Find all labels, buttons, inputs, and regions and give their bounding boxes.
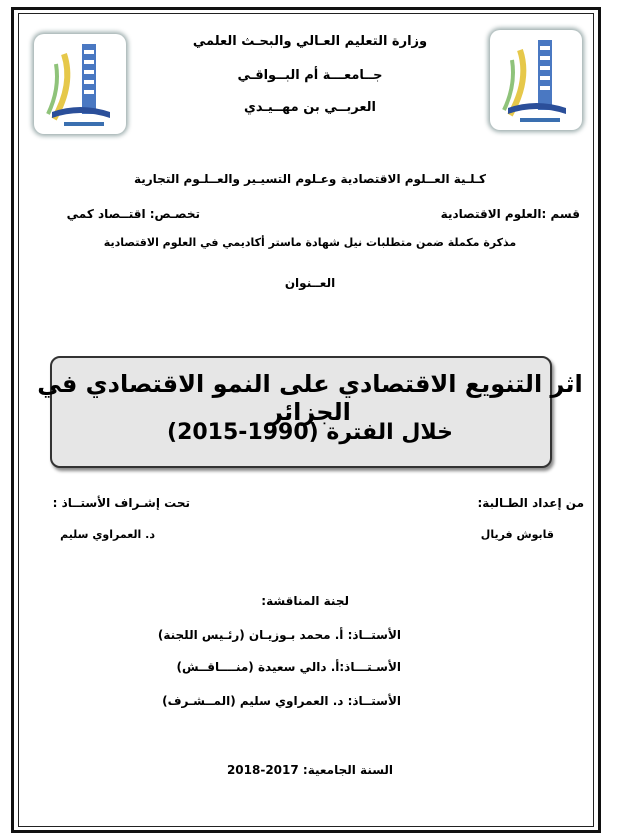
supervisor-label: تحت إشـراف الأستــاذ : bbox=[52, 496, 190, 510]
committee-member: الأستــاذ: د. العمراوي سليم (المــشـرف) bbox=[162, 694, 401, 708]
committee-member: الأستــاذ: أ. محمد بـوزيـان (رئـيس اللجنة) bbox=[157, 628, 401, 642]
faculty-name: كـلـية العــلوم الاقتصادية وعـلوم التسيـير والعــلـوم التجارية bbox=[133, 172, 486, 186]
memo-description: مذكرة مكملة ضمن متطلبات نيل شهادة ماستر أكاديمي في العلوم الاقتصادية bbox=[103, 236, 517, 249]
thesis-title-line1: اثر التنويع الاقتصادي على النمو الاقتصادي في الجزائر bbox=[37, 370, 583, 426]
prepared-by-label: من إعداد الطـالبة: bbox=[477, 496, 584, 510]
academic-year: السنة الجامعية: 2017-2018 bbox=[226, 763, 394, 777]
student-name: قابوش فريال bbox=[480, 528, 554, 541]
university-logo-left bbox=[34, 34, 126, 134]
title-label: العــنوان bbox=[284, 276, 336, 290]
ministry-name: وزارة التعليم العـالي والبحـث العلمي bbox=[192, 34, 428, 49]
specialty: تخصـص: اقتــصاد كمي bbox=[66, 207, 200, 221]
thesis-title-line2: خلال الفترة (1990-2015) bbox=[167, 420, 453, 445]
university-logo-right bbox=[490, 30, 582, 130]
university-name-line2: العربــي بن مهــيـدي bbox=[243, 100, 376, 115]
university-name-line1: جــامعـــة أم البــواقـي bbox=[237, 68, 383, 83]
committee-member: الأسـتـــاذ:أ. دالي سعيدة (منــــاقــش) bbox=[176, 660, 401, 674]
committee-label: لجنة المناقشة: bbox=[261, 594, 349, 608]
department: قسم :العلوم الاقتصادية bbox=[440, 207, 580, 221]
supervisor-name: د. العمراوي سليم bbox=[60, 528, 155, 541]
